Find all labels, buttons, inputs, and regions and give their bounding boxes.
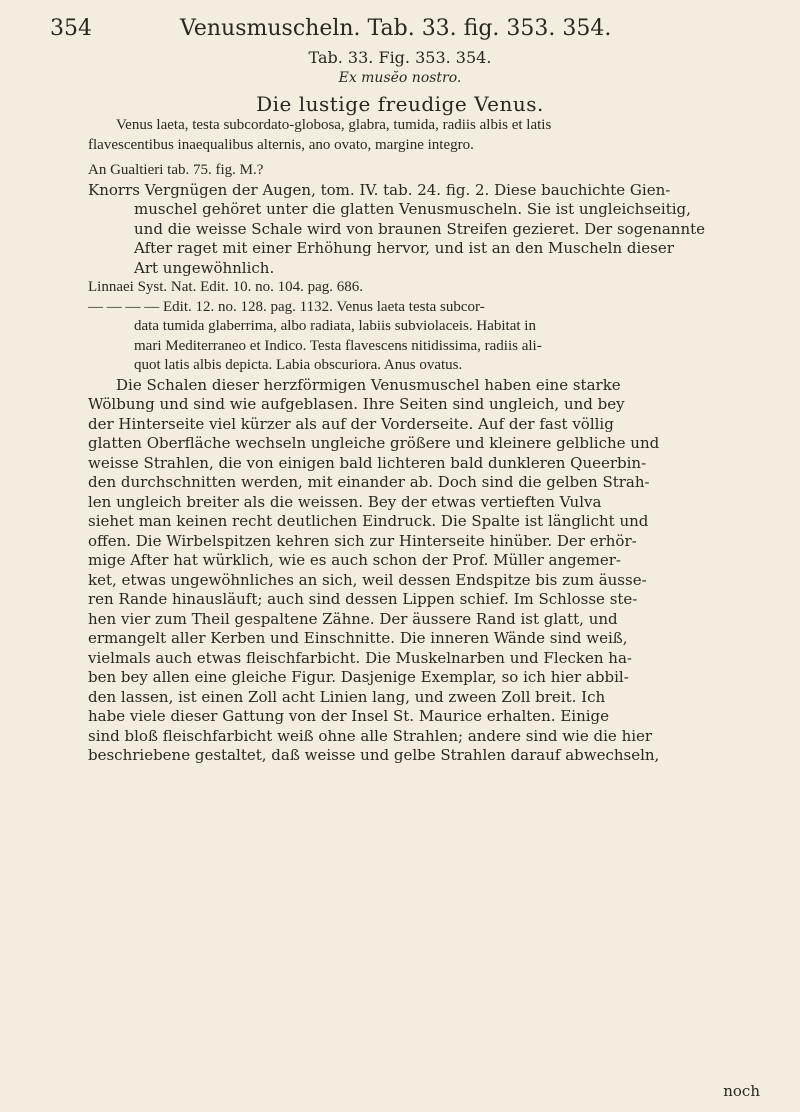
text-line: data tumida glaberrima, albo radiata, labiis subviolaceis. Habitat in <box>134 318 536 334</box>
text-line: ben bey allen eine gleiche Figur. Dasjenige Exemplar, so ich hier abbil- <box>88 668 629 686</box>
text-line: mige After hat würklich, wie es auch schon der Prof. Müller angemer- <box>88 551 621 569</box>
text-line: glatten Oberfläche wechseln ungleiche größere und kleinere gelbliche und <box>88 434 660 452</box>
text-line: vielmals auch etwas fleischfarbicht. Die Muskelnarben und Flecken ha- <box>88 648 632 667</box>
text-line: den durchschnitten werden, mit einander ab. Doch sind die gelben Strah- <box>88 473 650 491</box>
text-line: ren Rande hinausläuft; auch sind dessen Lippen schief. Im Schlosse ste- <box>88 590 638 608</box>
text-line: beschriebene gestaltet, daß weisse und gelbe Strahlen darauf abwechseln, <box>88 746 660 764</box>
text-line: siehet man keinen recht deutlichen Eindruck. Die Spalte ist länglicht und <box>88 512 649 530</box>
text-line: und die weisse Schale wird von braunen Streifen gezieret. Der sogenannte <box>134 219 706 238</box>
text-line: flavescentibus inaequalibus alternis, ano ovato, margine integro. <box>88 136 474 153</box>
text-line: offen. Die Wirbelspitzen kehren sich zur Hinterseite hinüber. Der erhör- <box>88 531 637 550</box>
text-line: sind bloß fleischfarbicht weiß ohne alle Strahlen; andere sind wie die hier <box>88 726 653 745</box>
text-line: Die Schalen dieser herzförmigen Venusmuschel haben eine starke <box>116 375 621 394</box>
text-line: hen vier zum Theil gespaltene Zähne. Der äussere Rand ist glatt, und <box>88 609 618 628</box>
text-line: muschel gehöret unter die glatten Venusmuscheln. Sie ist ungleichseitig, <box>134 200 691 218</box>
section-title: Die lustige freudige Venus. <box>256 92 544 116</box>
text-line: ket, etwas ungewöhnliches an sich, weil dessen Endspitze bis zum äusse- <box>88 570 647 589</box>
text-line: quot latis albis depicta. Labia obscuriora. Anus ovatus. <box>134 357 463 373</box>
text-line: der Hinterseite viel kürzer als auf der Vorderseite. Auf der fast völlig <box>88 414 614 433</box>
body-text <box>88 116 760 766</box>
text-line: weisse Strahlen, die von einigen bald lichteren bald dunkleren Queerbin- <box>88 453 647 472</box>
text-line: mari Mediterraneo et Indico. Testa flavescens nitidissima, radiis ali- <box>134 337 542 354</box>
page-number: 354 <box>50 16 92 41</box>
text-line: — — — — Edit. 12. no. 128. pag. 1132. Venus laeta testa subcor- <box>88 298 485 315</box>
museum-note: Ex musĕo nostro. <box>338 70 462 86</box>
running-head: Venusmuscheln. Tab. 33. fig. 353. 354. <box>180 16 612 41</box>
text-line: After raget mit einer Erhöhung hervor, und ist an den Muscheln dieser <box>134 239 674 257</box>
plate-reference: Tab. 33. Fig. 353. 354. <box>308 48 492 67</box>
page-header <box>50 12 770 52</box>
text-line: len ungleich breiter als die weissen. Bey der etwas vertieften Vulva <box>88 492 602 511</box>
text-line: Art ungewöhnlich. <box>134 258 275 277</box>
text-line: Venus laeta, testa subcordato-globosa, glabra, tumida, radiis albis et latis <box>116 117 552 133</box>
text-line: An Gualtieri tab. 75. fig. M.? <box>88 162 264 178</box>
text-line: den lassen, ist einen Zoll acht Linien lang, und zween Zoll breit. Ich <box>88 687 606 706</box>
text-line: Wölbung und sind wie aufgeblasen. Ihre Seiten sind ungleich, und bey <box>88 395 625 413</box>
text-line: ermangelt aller Kerben und Einschnitte. Die inneren Wände sind weiß, <box>88 629 628 647</box>
text-line: Knorrs Vergnügen der Augen, tom. IV. tab. 24. fig. 2. Diese bauchichte Gien- <box>88 180 671 199</box>
catchword: noch <box>723 1082 760 1100</box>
text-line: Linnaei Syst. Nat. Edit. 10. no. 104. pag. 686. <box>88 279 363 295</box>
text-line: habe viele dieser Gattung von der Insel St. Maurice erhalten. Einige <box>88 707 610 725</box>
